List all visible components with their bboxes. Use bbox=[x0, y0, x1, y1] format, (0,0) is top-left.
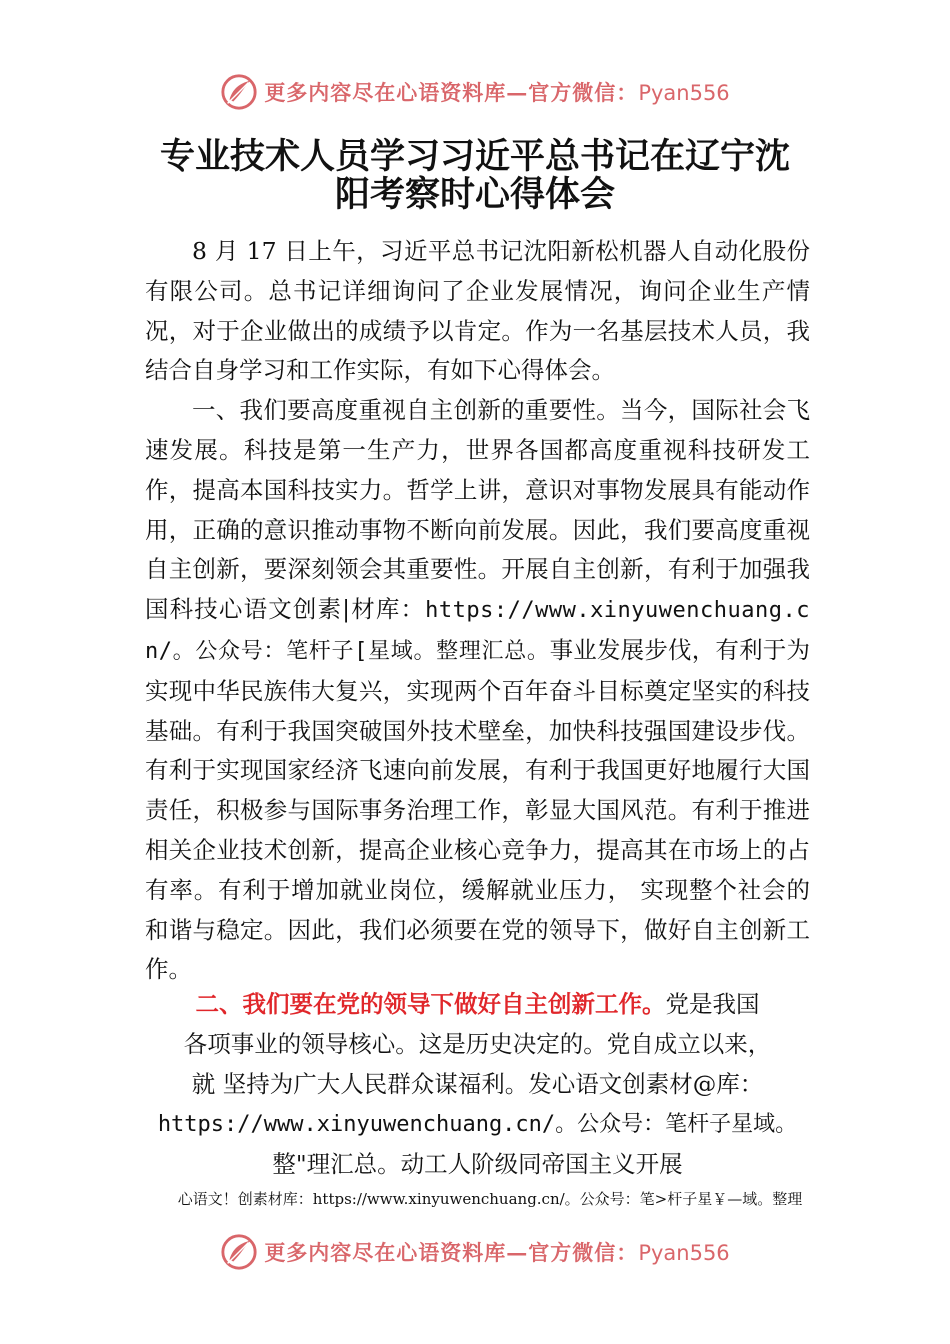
banner-text: 更多内容尽在心语资料库—官方微信：Pyan556 bbox=[264, 1240, 730, 1265]
paragraph-1 bbox=[145, 232, 810, 391]
section-2-heading: 二、我们要在党的领导下做好自主创新工作。 bbox=[195, 990, 666, 1018]
paragraph-1-rest: 股份有限公司。总书记详细询问了企业发展情况，询问企业生产情况，对于企业做出的成绩予以肯定。作为一名基层技术人员，我结合自身学习和工作实际，有如下心得体会。 bbox=[145, 237, 811, 385]
paragraph-2 bbox=[145, 391, 810, 990]
document-title bbox=[130, 138, 820, 214]
document-body bbox=[145, 232, 810, 990]
banner-wechat-id: Pyan556 bbox=[638, 1241, 730, 1265]
footer-note: 心语文！创素材库：https://www.xinyuwenchuang.cn/。公众号：笔>杆子星￥—域。整理 bbox=[177, 1190, 803, 1208]
paragraph-2-part-b: 事业发展步伐，有利于为实现中华民族伟大复兴，实现两个百年奋斗目标奠定坚实的科技基础。有利于我国突破国外技术壁垒，加快科技强国建设步伐。有利于实现国家经济飞速向前发展，有利于我国更好地履行大国责任，积极参与国际事务治理工作，彰显大国风范。有利于推进相关企业技术创新，提高企业核心竞争力，提高其在市场上的占有率。有利于增加就业岗位，缓解就业压力， 实现整个社会的和谐与稳定。因此，我们必须要在党的领导下，做好自主创新工作。 bbox=[145, 635, 810, 984]
brand-logo-icon bbox=[220, 1233, 258, 1271]
section-2-line-4: https://www.xinyuwenchuang.cn/。公众号：笔杆子星域。 bbox=[157, 1112, 798, 1137]
header-banner bbox=[0, 70, 950, 114]
paragraph-2-part-a: 一、我们要高度重视自主创新的重要性。当今，国际社会飞速发展。科技是第一生产力，世界各国都高度重视科技研发工作，提高本国科技实力。哲学上讲，意识对事物发展具有能动作用，正确的意识推动事物不断向前发展。因此，我们要高度重视自主创新，要深刻领会其重要性。开展自主创新，有利于加强我国科技心语文创素|材库： bbox=[145, 396, 810, 624]
brand-logo-icon bbox=[220, 73, 258, 111]
section-2-line-1 bbox=[145, 985, 810, 1025]
section-2-line-3: 就 坚持为广大人民群众谋福利。发心语文创素材@库： bbox=[191, 1070, 764, 1098]
footer-banner bbox=[0, 1230, 950, 1274]
paragraph-2-url: https://www.xinyuwenchuang.cn/。公众号：笔杆子[星域。整理汇总。 bbox=[145, 598, 810, 664]
section-2-line-2: 各项事业的领导核心。这是历史决定的。党自成立以来， bbox=[183, 1030, 772, 1058]
banner-wechat-id: Pyan556 bbox=[638, 81, 730, 105]
banner-text: 更多内容尽在心语资料库—官方微信：Pyan556 bbox=[264, 80, 730, 105]
section-2-line-1-rest: 党是我国 bbox=[665, 990, 760, 1018]
section-2-line-5: 整"理汇总。动工人阶级同帝国主义开展 bbox=[272, 1150, 683, 1178]
title-line-2: 阳考察时心得体会 bbox=[334, 175, 615, 215]
title-line-1: 专业技术人员学习习近平总书记在辽宁沈 bbox=[159, 137, 790, 177]
paragraph-1-first-line: 8 月 17 日上午，习近平总书记沈阳新松机器人自动化 bbox=[192, 237, 763, 265]
